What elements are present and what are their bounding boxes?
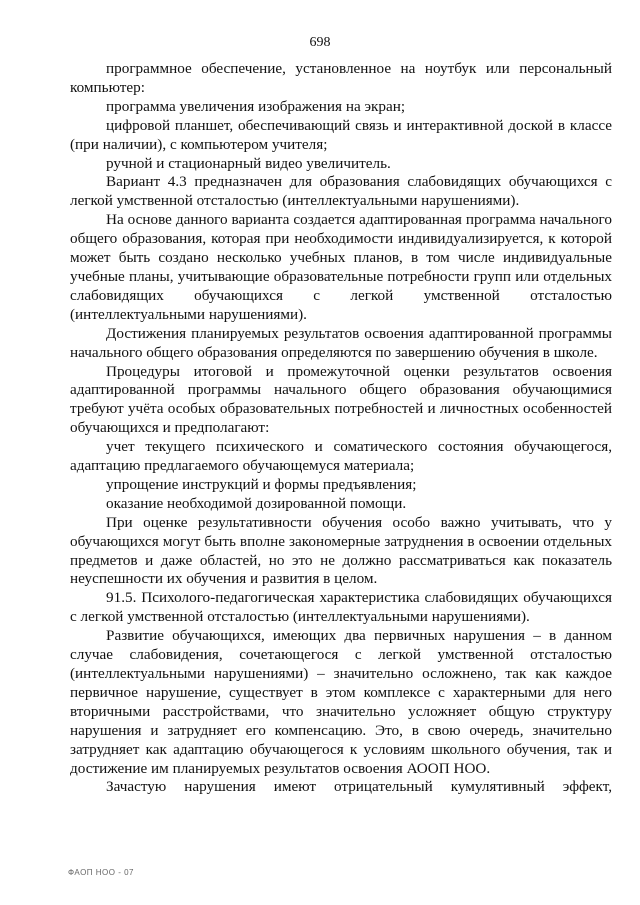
paragraph: учет текущего психического и соматического состояния обучающегося, адаптацию предлагаемого обучающемуся материала; bbox=[70, 438, 612, 475]
paragraph: упрощение инструкций и формы предъявления; bbox=[106, 475, 417, 493]
page-number: 698 bbox=[309, 35, 331, 50]
paragraph: 91.5. Психолого-педагогическая характеристика слабовидящих обучающихся с легкой умственной отсталостью (интеллектуальными нарушениями). bbox=[70, 589, 612, 626]
footer-stamp: ФАОП НОО - 07 bbox=[68, 868, 134, 877]
paragraph: ручной и стационарный видео увеличитель. bbox=[106, 154, 391, 172]
paragraph: цифровой планшет, обеспечивающий связь и интерактивной доской в классе (при наличии), с компьютером учителя; bbox=[70, 116, 612, 153]
paragraph: программа увеличения изображения на экран; bbox=[106, 97, 406, 115]
paragraph: Процедуры итоговой и промежуточной оценки результатов освоения адаптированной программы начального общего образования обучающимися требуют учёта особых образовательных потребностей и личностных особенностей обучающихся и предполагают: bbox=[70, 362, 612, 437]
paragraph: При оценке результативности обучения особо важно учитывать, что у обучающихся могут быть вполне закономерные затруднения в освоении отдельных предметов и даже областей, но это не должно рассматриваться как показатель неуспешности их обучения и развития в целом. bbox=[70, 513, 612, 588]
paragraph: Развитие обучающихся, имеющих два первичных нарушения – в данном случае слабовидения, сочетающегося с легкой умственной отсталостью (интеллектуальными нарушениями) – значительно осложнено, так как каждое первичное нарушение, существует в этом комплексе с характерными для него вторичными расстройствами, что значительно усложняет общую структуру нарушения и затрудняет его компенсацию. Это, в свою очередь, значительно затрудняет как адаптацию обучающегося к условиям школьного обучения, так и достижение им планируемых результатов освоения АООП НОО. bbox=[70, 627, 612, 777]
paragraph: Вариант 4.3 предназначен для образования слабовидящих обучающихся с легкой умственной отсталостью (интеллектуальными нарушениями). bbox=[70, 173, 612, 210]
paragraph: На основе данного варианта создается адаптированная программа начального общего образования, которая при необходимости индивидуализируется, к которой может быть создано несколько учебных планов, в том числе индивидуальные учебные планы, учитывающие образовательные потребности групп или отдельных слабовидящих обучающихся с легкой умственной отсталостью (интеллектуальными нарушениями). bbox=[70, 211, 612, 323]
paragraph: оказание необходимой дозированной помощи. bbox=[106, 494, 407, 512]
paragraph: программное обеспечение, установленное на ноутбук или персональный компьютер: bbox=[70, 60, 612, 96]
paragraph-last-line: Зачастую нарушения имеют отрицательный кумулятивный эффект, bbox=[106, 778, 612, 796]
document-body bbox=[70, 60, 612, 797]
paragraph: Достижения планируемых результатов освоения адаптированной программы начального общего образования определяются по завершению обучения в школе. bbox=[70, 324, 612, 361]
